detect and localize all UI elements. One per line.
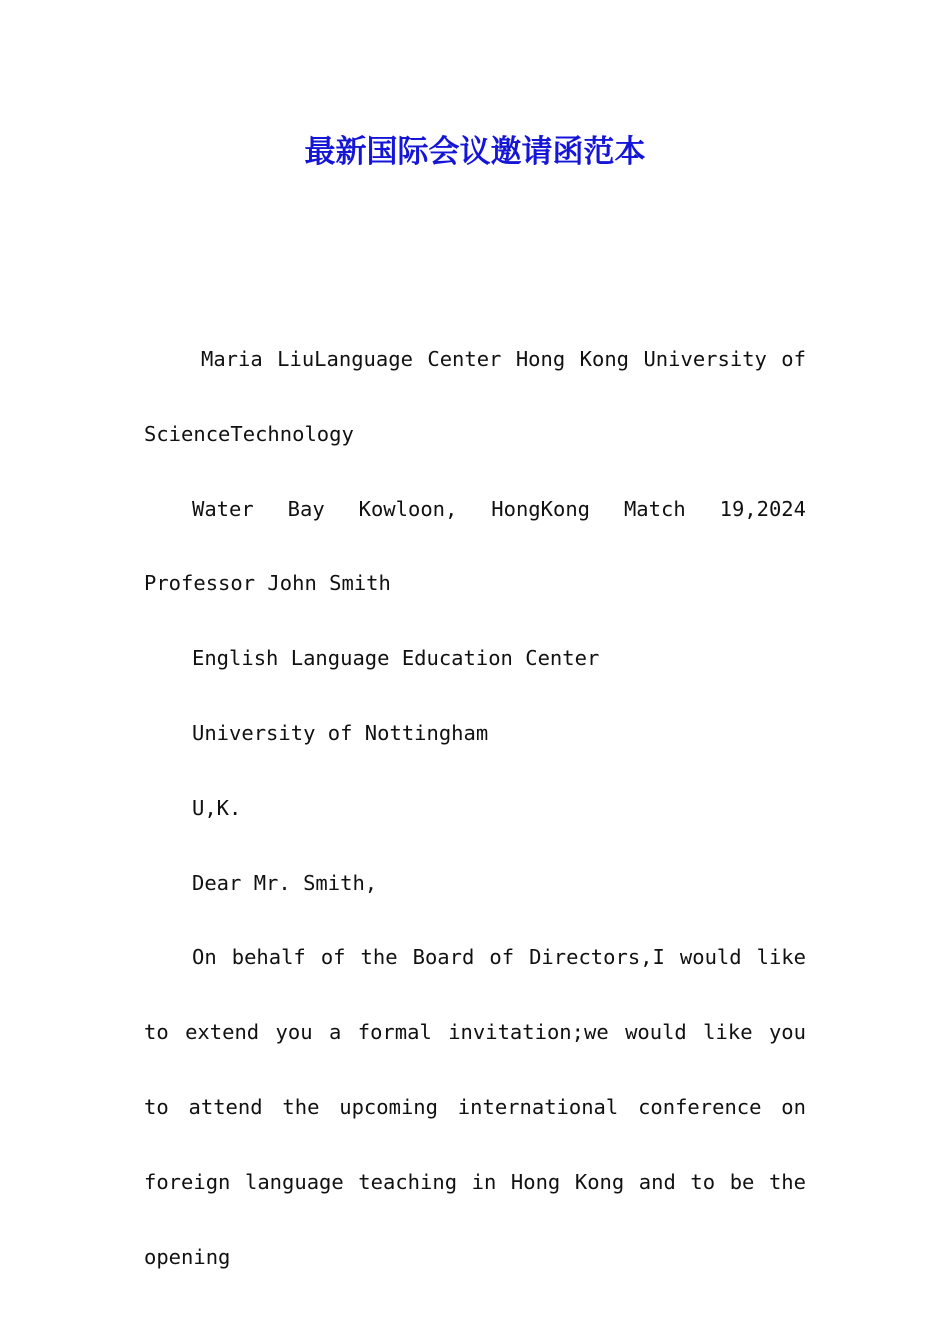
- letter-body: [144, 322, 806, 1294]
- salutation: Dear Mr. Smith,: [192, 870, 378, 895]
- invitation-paragraph: On behalf of the Board of Directors,I would like to extend you a formal invitation;we would like you to attend the upcoming international conference on foreign language teaching in Hong Kong and to be the opening: [144, 945, 806, 1269]
- sender-address-paragraph: Maria LiuLanguage Center Hong Kong University of ScienceTechnology: [144, 347, 806, 446]
- recipient-country: U,K.: [192, 795, 242, 820]
- recipient-university: University of Nottingham: [192, 720, 489, 745]
- recipient-department: English Language Education Center: [192, 646, 600, 671]
- sender-location-date-recipient-paragraph: Water Bay Kowloon, HongKong Match 19,2024 Professor John Smith: [144, 496, 806, 596]
- document-title: 最新国际会议邀请函范本: [304, 134, 646, 170]
